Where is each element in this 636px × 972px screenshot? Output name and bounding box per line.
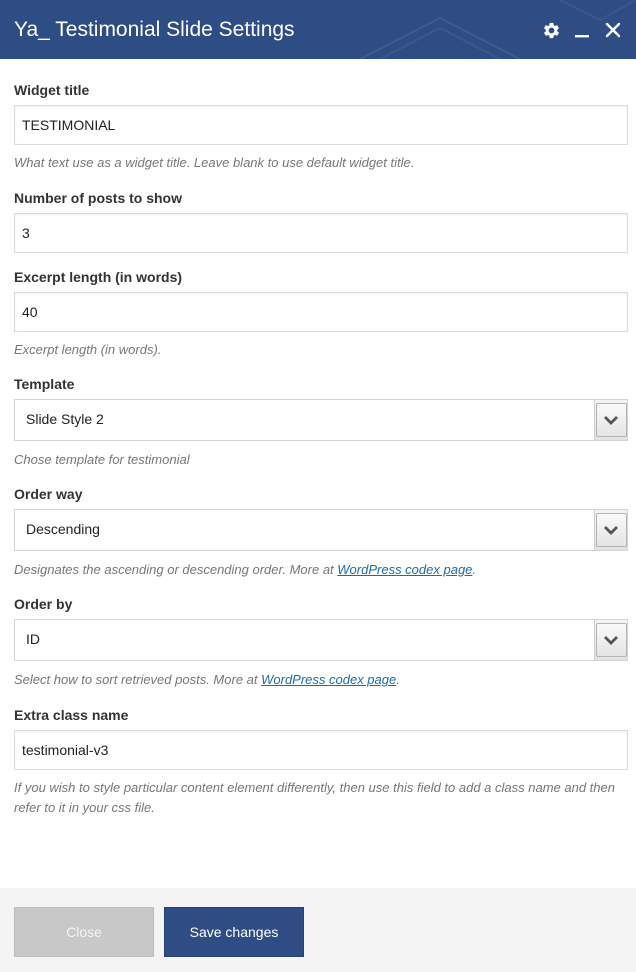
order-by-select-toggle[interactable] — [594, 620, 627, 660]
chevron-down-icon — [603, 634, 619, 646]
order-way-label: Order way — [14, 486, 83, 502]
widget-title-label: Widget title — [14, 82, 90, 98]
excerpt-length-help: Excerpt length (in words). — [14, 342, 162, 357]
order-by-select[interactable] — [14, 619, 628, 661]
extra-class-input[interactable] — [14, 730, 628, 770]
dialog-header — [0, 0, 636, 59]
excerpt-length-label: Excerpt length (in words) — [14, 269, 183, 285]
order-by-codex-link[interactable]: WordPress codex page — [261, 672, 397, 687]
order-way-help-suffix: . — [472, 562, 477, 577]
extra-class-label: Extra class name — [14, 707, 129, 723]
dialog-title: Ya_ Testimonial Slide Settings — [14, 18, 295, 41]
order-way-select-value: Descending — [26, 521, 100, 537]
extra-class-help: If you wish to style particular content element differently, then use this field to add a class name and then refer to it in your css file. — [14, 780, 615, 815]
minimize-icon[interactable] — [571, 19, 593, 41]
template-select-value: Slide Style 2 — [26, 411, 104, 427]
gear-icon[interactable] — [540, 19, 562, 41]
order-way-select[interactable] — [14, 509, 628, 551]
order-way-help — [14, 560, 628, 580]
number-posts-label: Number of posts to show — [14, 190, 182, 206]
order-way-help-text: Designates the ascending or descending order. More at — [14, 562, 338, 577]
chevron-down-icon — [603, 414, 619, 426]
widget-title-input[interactable] — [14, 105, 628, 145]
order-by-help-text: Select how to sort retrieved posts. More at — [14, 672, 262, 687]
template-help: Chose template for testimonial — [14, 452, 190, 467]
close-button[interactable]: Close — [14, 907, 154, 957]
template-select-toggle[interactable] — [594, 400, 627, 440]
close-icon[interactable] — [602, 19, 624, 41]
order-by-help-suffix: . — [396, 672, 400, 687]
order-way-codex-link[interactable]: WordPress codex page — [337, 562, 473, 577]
chevron-down-icon — [603, 524, 619, 536]
order-by-help — [14, 670, 628, 690]
widget-title-help: What text use as a widget title. Leave blank to use default widget title. — [14, 155, 415, 170]
order-by-select-value: ID — [26, 631, 40, 647]
save-changes-button[interactable]: Save changes — [164, 907, 304, 957]
template-select[interactable] — [14, 399, 628, 441]
order-by-label: Order by — [14, 596, 73, 612]
order-way-select-toggle[interactable] — [594, 510, 627, 550]
template-label: Template — [14, 376, 75, 392]
dialog-footer — [0, 888, 636, 972]
excerpt-length-input[interactable] — [14, 292, 628, 332]
number-posts-input[interactable] — [14, 213, 628, 253]
